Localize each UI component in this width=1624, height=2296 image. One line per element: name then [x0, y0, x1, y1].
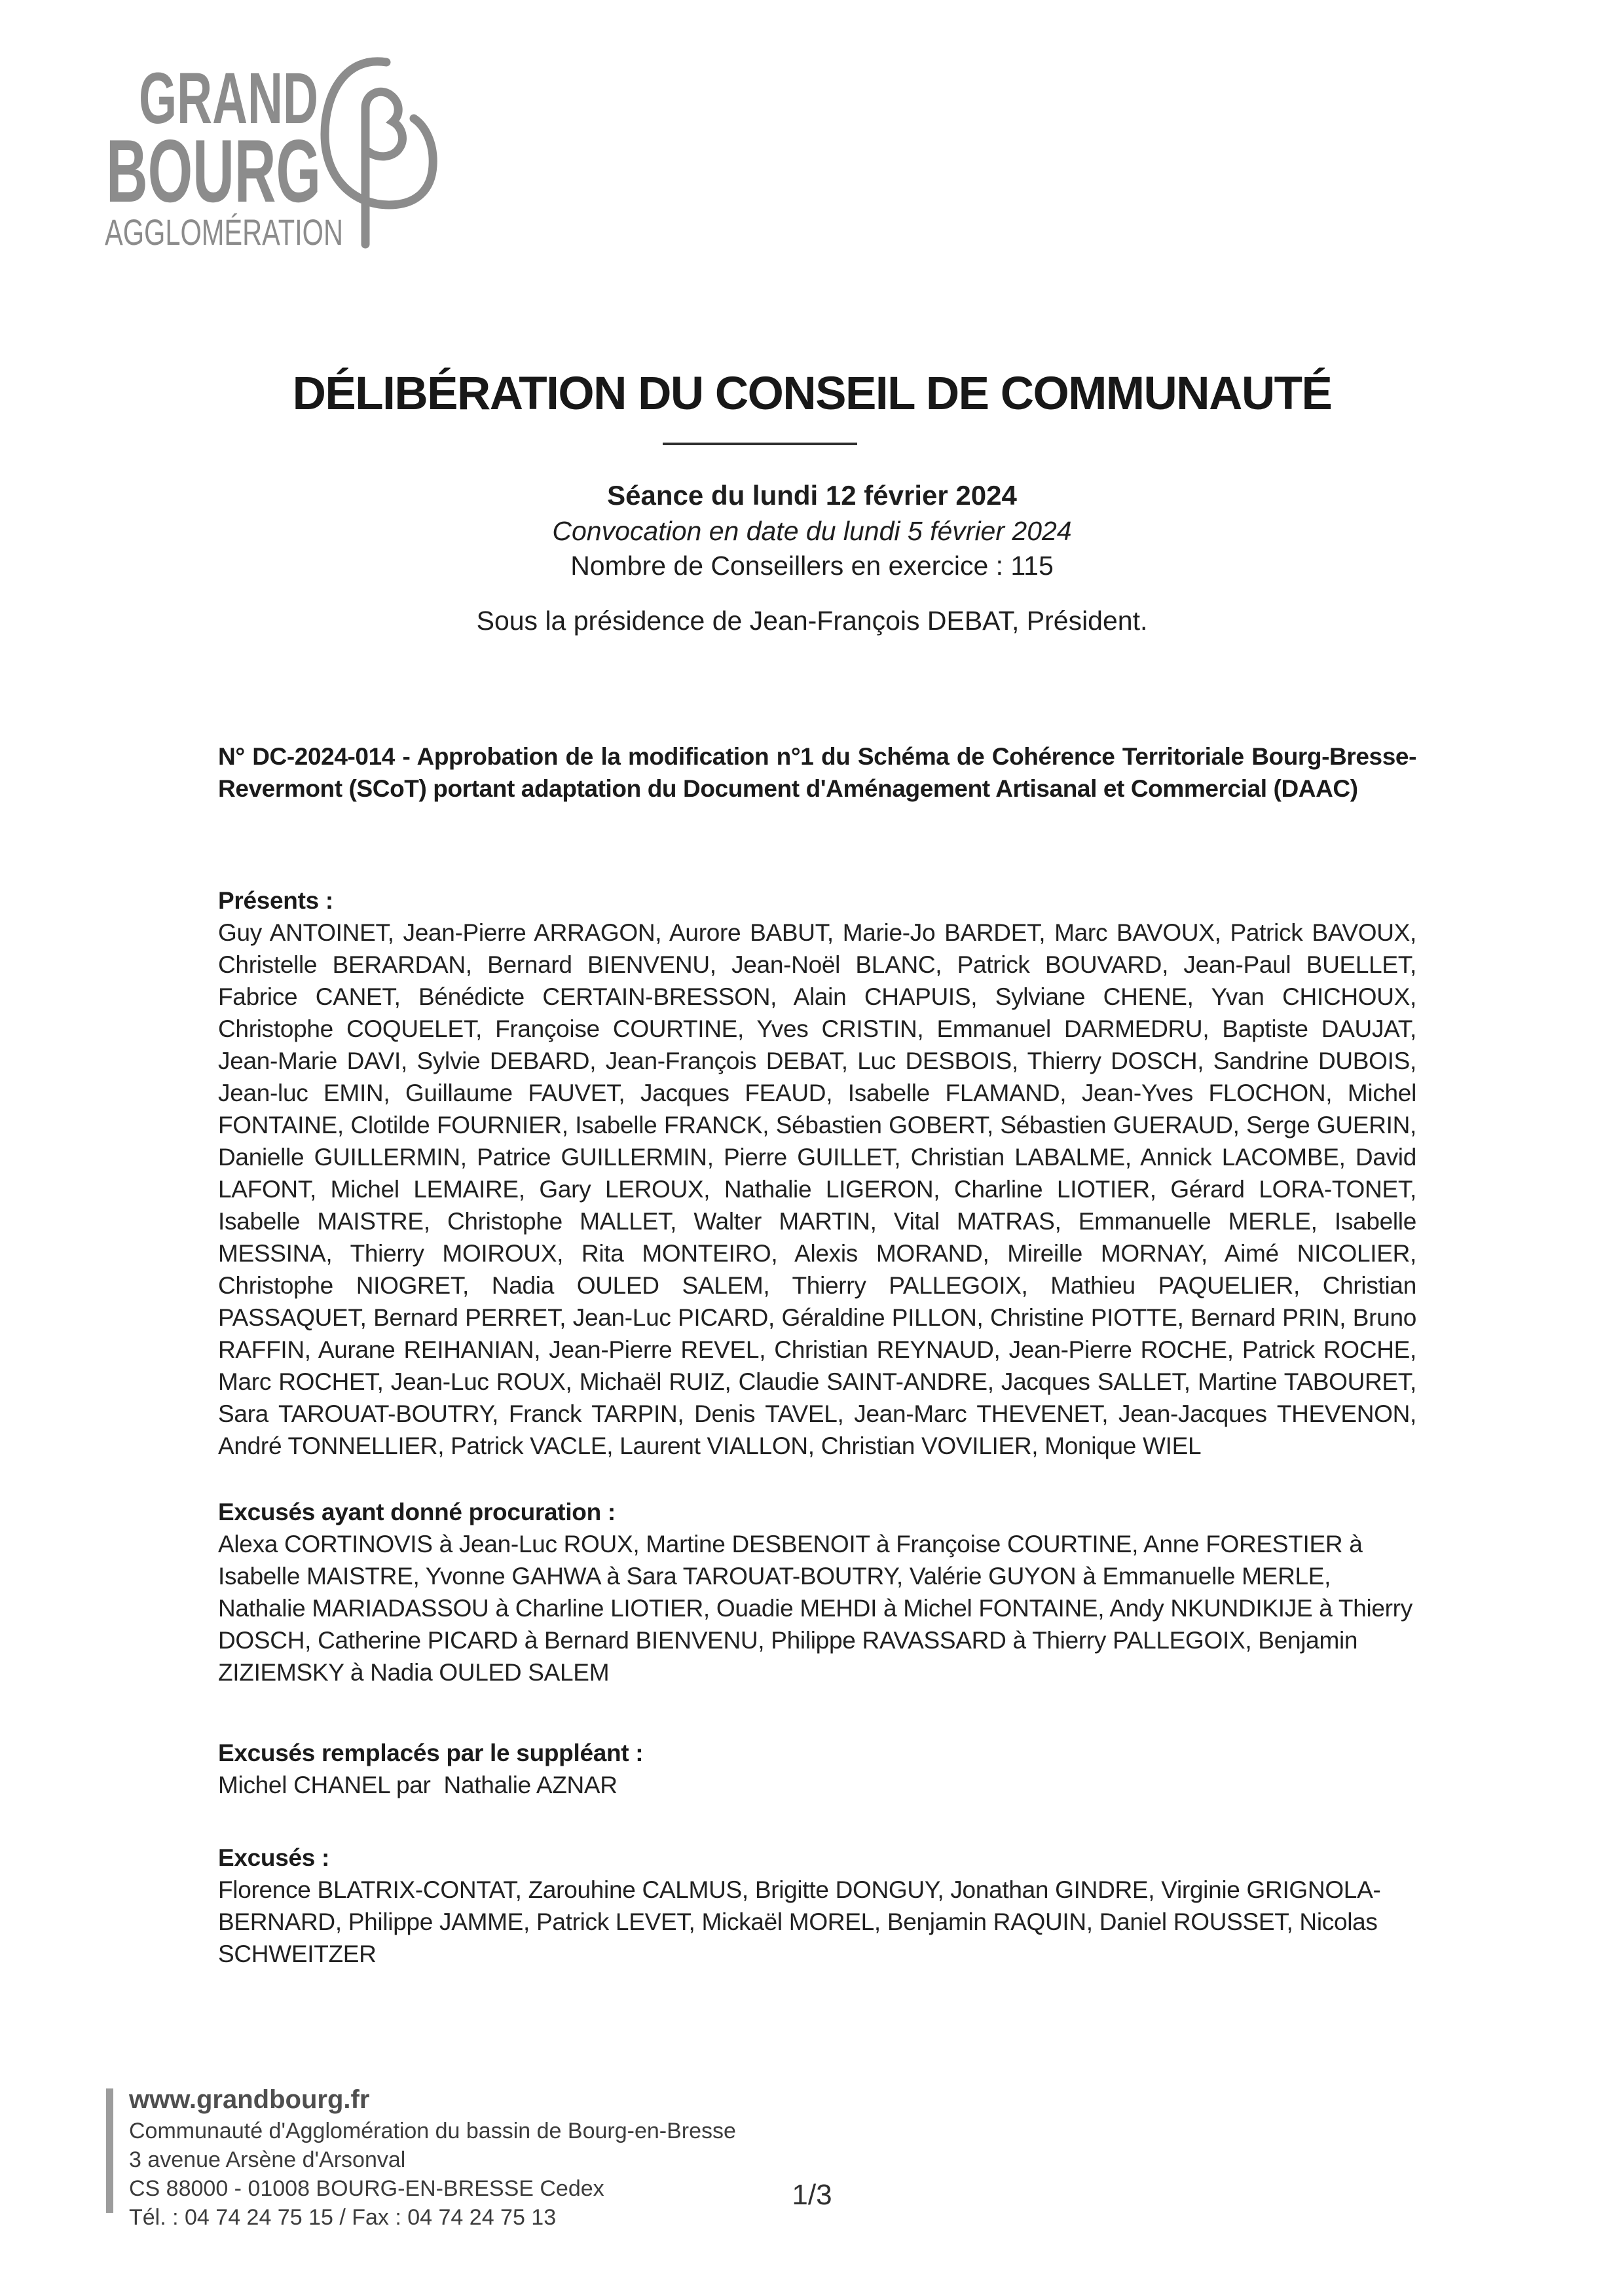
deliberation-subject: N° DC-2024-014 - Approbation de la modification n°1 du Schéma de Cohérence Territoriale Bourg-Bresse-Revermont (SCoT) portant adaptation du Document d'Aménagement Artisanal et Commercial (DAAC) [218, 743, 1416, 802]
footer-city: CS 88000 - 01008 BOURG-EN-BRESSE Cedex [129, 2176, 604, 2201]
logo-word-agglomeration: AGGLOMÉRATION [105, 211, 343, 253]
logo-word-grand: GRAND [139, 58, 318, 139]
document-body [218, 740, 1416, 1970]
title-divider-rule [663, 443, 857, 445]
footer-organization: Communauté d'Agglomération du bassin de Bourg-en-Bresse [129, 2119, 736, 2143]
seance-line: Séance du lundi 12 février 2024 [607, 480, 1017, 511]
suppleant-list: Michel CHANEL par Nathalie AZNAR [218, 1772, 618, 1798]
conseillers-count-line: Nombre de Conseillers en exercice : 115 [570, 551, 1054, 581]
excuses-list: Florence BLATRIX-CONTAT, Zarouhine CALMUS, Brigitte DONGUY, Jonathan GINDRE, Virginie GRIGNOLA-BERNARD, Philippe JAMME, Patrick LEVET, Mickaël MOREL, Benjamin RAQUIN, Daniel ROUSSET, Nicolas SCHWEITZER [218, 1876, 1381, 1967]
logo-word-bourg: BOURG [106, 121, 321, 221]
page-number: 1/3 [792, 2179, 832, 2211]
excuses-label: Excusés : [218, 1844, 330, 1871]
presents-list: Guy ANTOINET, Jean-Pierre ARRAGON, Aurore BABUT, Marie-Jo BARDET, Marc BAVOUX, Patrick BAVOUX, Christelle BERARDAN, Bernard BIENVENU, Jean-Noël BLANC, Patrick BOUVARD, Jean-Paul BUELLET, Fabrice CANET, Bénédicte CERTAIN-BRESSON, Alain CHAPUIS, Sylviane CHENE, Yvan CHICHOUX, Christophe COQUELET, Françoise COURTINE, Yves CRISTIN, Emmanuel DARMEDRU, Baptiste DAUJAT, Jean-Marie DAVI, Sylvie DEBARD, Jean-François DEBAT, Luc DESBOIS, Thierry DOSCH, Sandrine DUBOIS, Jean-luc EMIN, Guillaume FAUVET, Jacques FEAUD, Isabelle FLAMAND, Jean-Yves FLOCHON, Michel FONTAINE, Clotilde FOURNIER, Isabelle FRANCK, Sébastien GOBERT, Sébastien GUERAUD, Serge GUERIN, Danielle GUILLERMIN, Patrice GUILLERMIN, Pierre GUILLET, Christian LABALME, Annick LACOMBE, David LAFONT, Michel LEMAIRE, Gary LEROUX, Nathalie LIGERON, Charline LIOTIER, Gérard LORA-TONET, Isabelle MAISTRE, Christophe MALLET, Walter MARTIN, Vital MATRAS, Emmanuelle MERLE, Isabelle MESSINA, Thierry MOIROUX, Rita MONTEIRO, Alexis MORAND, Mireille MORNAY, Aimé NICOLIER, Christophe NIOGRET, Nadia OULED SALEM, Thierry PALLEGOIX, Mathieu PAQUELIER, Christian PASSAQUET, Bernard PERRET, Jean-Luc PICARD, Géraldine PILLON, Christine PIOTTE, Bernard PRIN, Bruno RAFFIN, Aurane REIHANIAN, Jean-Pierre REVEL, Christian REYNAUD, Jean-Pierre ROCHE, Patrick ROCHE, Marc ROCHET, Jean-Luc ROUX, Michaël RUIZ, Claudie SAINT-ANDRE, Jacques SALLET, Martine TABOURET, Sara TAROUAT-BOUTRY, Franck TARPIN, Denis TAVEL, Jean-Marc THEVENET, Jean-Jacques THEVENON, André TONNELLIER, Patrick VACLE, Laurent VIALLON, Christian VOVILIER, Monique WIEL [218, 919, 1416, 1459]
procuration-label: Excusés ayant donné procuration : [218, 1499, 616, 1525]
footer-website: www.grandbourg.fr [129, 2085, 370, 2114]
footer-street: 3 avenue Arsène d'Arsonval [129, 2147, 406, 2172]
presents-label: Présents : [218, 887, 333, 914]
grand-bourg-logo [105, 56, 445, 260]
presidence-line: Sous la présidence de Jean-François DEBAT, Président. [476, 606, 1148, 636]
suppleant-label: Excusés remplacés par le suppléant : [218, 1740, 644, 1766]
footer-phone: Tél. : 04 74 24 75 15 / Fax : 04 74 24 75 13 [129, 2205, 557, 2230]
document-title: DÉLIBÉRATION DU CONSEIL DE COMMUNAUTÉ [292, 368, 1332, 420]
convocation-line: Convocation en date du lundi 5 février 2024 [552, 516, 1072, 546]
procuration-list: Alexa CORTINOVIS à Jean-Luc ROUX, Martine DESBENOIT à Françoise COURTINE, Anne FORESTIER à Isabelle MAISTRE, Yvonne GAHWA à Sara TAROUAT-BOUTRY, Valérie GUYON à Emmanuelle MERLE, Nathalie MARIADASSOU à Charline LIOTIER, Ouadie MEHDI à Michel FONTAINE, Andy NKUNDIKIJE à Thierry DOSCH, Catherine PICARD à Bernard BIENVENU, Philippe RAVASSARD à Thierry PALLEGOIX, Benjamin ZIZIEMSKY à Nadia OULED SALEM [218, 1531, 1412, 1686]
